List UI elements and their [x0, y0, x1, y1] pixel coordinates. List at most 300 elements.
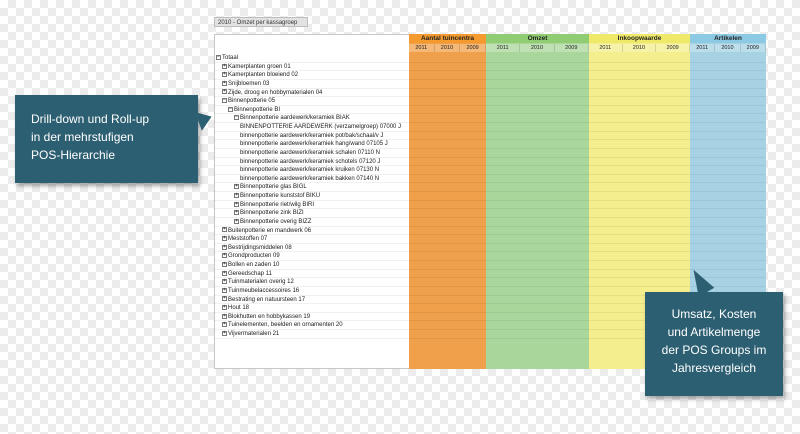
value-cell[interactable] [409, 149, 435, 158]
value-cell[interactable] [740, 114, 765, 123]
value-cell[interactable] [486, 132, 520, 141]
value-cell[interactable] [520, 330, 554, 339]
value-cell[interactable] [486, 192, 520, 201]
value-cell[interactable] [486, 97, 520, 106]
value-cell[interactable] [554, 97, 588, 106]
value-cell[interactable] [486, 235, 520, 244]
value-cell[interactable] [409, 158, 435, 167]
expand-icon[interactable]: + [235, 183, 238, 190]
value-cell[interactable] [486, 252, 520, 261]
value-cell[interactable] [435, 140, 461, 149]
value-cell[interactable] [656, 175, 690, 184]
value-cell[interactable] [486, 201, 520, 210]
value-cell[interactable] [520, 114, 554, 123]
value-cell[interactable] [622, 158, 656, 167]
table-row[interactable] [214, 166, 766, 175]
expand-icon[interactable]: + [223, 295, 226, 302]
year-header[interactable]: 2009 [460, 44, 486, 52]
value-cell[interactable] [520, 80, 554, 89]
value-cell[interactable] [589, 97, 623, 106]
value-cell[interactable] [656, 261, 690, 270]
year-header[interactable]: 2009 [741, 44, 766, 52]
value-cell[interactable] [460, 63, 486, 72]
value-cell[interactable] [689, 218, 714, 227]
value-cell[interactable] [589, 175, 623, 184]
value-cell[interactable] [622, 80, 656, 89]
value-cell[interactable] [435, 166, 461, 175]
value-cell[interactable] [435, 63, 461, 72]
value-cell[interactable] [409, 235, 435, 244]
value-cell[interactable] [740, 71, 765, 80]
value-cell[interactable] [435, 183, 461, 192]
value-cell[interactable] [435, 227, 461, 236]
value-cell[interactable] [689, 132, 714, 141]
expand-icon[interactable]: + [223, 321, 226, 328]
value-cell[interactable] [520, 235, 554, 244]
value-cell[interactable] [435, 244, 461, 253]
table-row[interactable] [214, 278, 766, 287]
report-title-tab[interactable]: 2010 - Omzet per kassagroep [214, 17, 308, 27]
value-cell[interactable] [740, 149, 765, 158]
value-cell[interactable] [715, 97, 740, 106]
value-cell[interactable] [486, 244, 520, 253]
value-cell[interactable] [715, 175, 740, 184]
value-cell[interactable] [589, 149, 623, 158]
value-cell[interactable] [656, 54, 690, 63]
value-cell[interactable] [589, 140, 623, 149]
value-cell[interactable] [486, 123, 520, 132]
value-cell[interactable] [435, 97, 461, 106]
value-cell[interactable] [689, 158, 714, 167]
value-cell[interactable] [520, 209, 554, 218]
value-cell[interactable] [656, 209, 690, 218]
value-cell[interactable] [435, 304, 461, 313]
table-row[interactable] [214, 227, 766, 236]
value-cell[interactable] [656, 166, 690, 175]
value-cell[interactable] [656, 114, 690, 123]
value-cell[interactable] [486, 71, 520, 80]
value-cell[interactable] [656, 158, 690, 167]
value-cell[interactable] [740, 192, 765, 201]
value-cell[interactable] [656, 106, 690, 115]
value-cell[interactable] [520, 158, 554, 167]
table-row[interactable] [214, 123, 766, 132]
value-cell[interactable] [622, 54, 656, 63]
value-cell[interactable] [689, 80, 714, 89]
value-cell[interactable] [622, 140, 656, 149]
expand-icon[interactable]: + [223, 88, 226, 95]
value-cell[interactable] [409, 313, 435, 322]
collapse-icon[interactable]: − [223, 97, 226, 104]
value-cell[interactable] [486, 106, 520, 115]
value-cell[interactable] [460, 287, 486, 296]
value-cell[interactable] [689, 244, 714, 253]
value-cell[interactable] [460, 132, 486, 141]
value-cell[interactable] [435, 321, 461, 330]
value-cell[interactable] [622, 278, 656, 287]
table-row[interactable] [214, 114, 766, 123]
value-cell[interactable] [622, 114, 656, 123]
value-cell[interactable] [589, 80, 623, 89]
value-cell[interactable] [740, 183, 765, 192]
value-cell[interactable] [554, 63, 588, 72]
value-cell[interactable] [554, 201, 588, 210]
value-cell[interactable] [554, 218, 588, 227]
year-header[interactable]: 2011 [589, 44, 623, 52]
value-cell[interactable] [554, 270, 588, 279]
year-header[interactable]: 2010 [623, 44, 657, 52]
value-cell[interactable] [622, 270, 656, 279]
expand-icon[interactable]: + [235, 209, 238, 216]
value-cell[interactable] [435, 201, 461, 210]
value-cell[interactable] [460, 140, 486, 149]
value-cell[interactable] [740, 123, 765, 132]
value-cell[interactable] [689, 166, 714, 175]
value-cell[interactable] [520, 71, 554, 80]
value-cell[interactable] [520, 296, 554, 305]
value-cell[interactable] [740, 80, 765, 89]
value-cell[interactable] [409, 183, 435, 192]
value-cell[interactable] [656, 132, 690, 141]
value-cell[interactable] [715, 278, 740, 287]
value-cell[interactable] [715, 166, 740, 175]
value-cell[interactable] [554, 252, 588, 261]
value-cell[interactable] [622, 71, 656, 80]
value-cell[interactable] [460, 278, 486, 287]
table-row[interactable] [214, 97, 766, 106]
value-cell[interactable] [740, 175, 765, 184]
expand-icon[interactable]: + [223, 235, 226, 242]
expand-icon[interactable]: + [223, 304, 226, 311]
expand-icon[interactable]: + [223, 269, 226, 276]
value-cell[interactable] [435, 296, 461, 305]
value-cell[interactable] [715, 270, 740, 279]
value-cell[interactable] [486, 304, 520, 313]
value-cell[interactable] [589, 261, 623, 270]
value-cell[interactable] [740, 140, 765, 149]
value-cell[interactable] [689, 192, 714, 201]
year-header[interactable]: 2011 [409, 44, 435, 52]
value-cell[interactable] [622, 132, 656, 141]
value-cell[interactable] [740, 261, 765, 270]
value-cell[interactable] [435, 71, 461, 80]
value-cell[interactable] [715, 123, 740, 132]
value-cell[interactable] [520, 321, 554, 330]
value-cell[interactable] [554, 175, 588, 184]
value-cell[interactable] [689, 149, 714, 158]
value-cell[interactable] [460, 313, 486, 322]
value-cell[interactable] [656, 63, 690, 72]
value-cell[interactable] [689, 114, 714, 123]
value-cell[interactable] [740, 201, 765, 210]
value-cell[interactable] [589, 192, 623, 201]
header-inkoopwaarde[interactable]: Inkoopwaarde [589, 34, 690, 43]
value-cell[interactable] [409, 106, 435, 115]
value-cell[interactable] [520, 63, 554, 72]
value-cell[interactable] [740, 244, 765, 253]
value-cell[interactable] [520, 304, 554, 313]
value-cell[interactable] [409, 218, 435, 227]
value-cell[interactable] [622, 183, 656, 192]
value-cell[interactable] [460, 166, 486, 175]
value-cell[interactable] [520, 123, 554, 132]
value-cell[interactable] [460, 201, 486, 210]
table-row[interactable] [214, 149, 766, 158]
value-cell[interactable] [589, 235, 623, 244]
value-cell[interactable] [715, 183, 740, 192]
value-cell[interactable] [520, 270, 554, 279]
expand-icon[interactable]: + [223, 286, 226, 293]
value-cell[interactable] [715, 114, 740, 123]
value-cell[interactable] [554, 192, 588, 201]
value-cell[interactable] [689, 63, 714, 72]
value-cell[interactable] [740, 252, 765, 261]
value-cell[interactable] [740, 235, 765, 244]
value-cell[interactable] [409, 330, 435, 339]
value-cell[interactable] [409, 123, 435, 132]
value-cell[interactable] [689, 54, 714, 63]
value-cell[interactable] [435, 218, 461, 227]
header-omzet[interactable]: Omzet [486, 34, 589, 43]
value-cell[interactable] [460, 89, 486, 98]
value-cell[interactable] [520, 140, 554, 149]
value-cell[interactable] [622, 218, 656, 227]
value-cell[interactable] [520, 54, 554, 63]
value-cell[interactable] [520, 149, 554, 158]
value-cell[interactable] [409, 97, 435, 106]
value-cell[interactable] [589, 63, 623, 72]
value-cell[interactable] [460, 252, 486, 261]
value-cell[interactable] [740, 54, 765, 63]
value-cell[interactable] [715, 149, 740, 158]
value-cell[interactable] [460, 296, 486, 305]
value-cell[interactable] [520, 313, 554, 322]
value-cell[interactable] [715, 140, 740, 149]
value-cell[interactable] [740, 132, 765, 141]
value-cell[interactable] [656, 140, 690, 149]
value-cell[interactable] [740, 89, 765, 98]
value-cell[interactable] [715, 235, 740, 244]
value-cell[interactable] [689, 89, 714, 98]
value-cell[interactable] [409, 54, 435, 63]
value-cell[interactable] [409, 252, 435, 261]
value-cell[interactable] [715, 106, 740, 115]
value-cell[interactable] [520, 287, 554, 296]
value-cell[interactable] [622, 235, 656, 244]
table-row[interactable] [214, 235, 766, 244]
value-cell[interactable] [622, 63, 656, 72]
value-cell[interactable] [409, 175, 435, 184]
value-cell[interactable] [589, 270, 623, 279]
value-cell[interactable] [589, 166, 623, 175]
value-cell[interactable] [460, 321, 486, 330]
value-cell[interactable] [740, 166, 765, 175]
value-cell[interactable] [435, 330, 461, 339]
value-cell[interactable] [689, 209, 714, 218]
value-cell[interactable] [715, 201, 740, 210]
value-cell[interactable] [435, 235, 461, 244]
expand-icon[interactable]: + [223, 226, 226, 233]
value-cell[interactable] [589, 201, 623, 210]
value-cell[interactable] [689, 123, 714, 132]
value-cell[interactable] [554, 89, 588, 98]
value-cell[interactable] [520, 244, 554, 253]
value-cell[interactable] [589, 71, 623, 80]
value-cell[interactable] [622, 175, 656, 184]
table-row[interactable] [214, 106, 766, 115]
collapse-icon[interactable]: − [217, 54, 220, 60]
value-cell[interactable] [689, 175, 714, 184]
value-cell[interactable] [622, 149, 656, 158]
value-cell[interactable] [622, 166, 656, 175]
year-header[interactable]: 2009 [555, 44, 589, 52]
value-cell[interactable] [689, 97, 714, 106]
value-cell[interactable] [486, 114, 520, 123]
table-row[interactable] [214, 71, 766, 80]
table-row[interactable] [214, 175, 766, 184]
value-cell[interactable] [715, 71, 740, 80]
expand-icon[interactable]: + [223, 278, 226, 285]
value-cell[interactable] [520, 278, 554, 287]
value-cell[interactable] [520, 175, 554, 184]
value-cell[interactable] [435, 278, 461, 287]
value-cell[interactable] [589, 218, 623, 227]
value-cell[interactable] [554, 183, 588, 192]
value-cell[interactable] [689, 106, 714, 115]
value-cell[interactable] [740, 227, 765, 236]
value-cell[interactable] [622, 209, 656, 218]
value-cell[interactable] [689, 140, 714, 149]
value-cell[interactable] [435, 80, 461, 89]
value-cell[interactable] [589, 321, 623, 330]
value-cell[interactable] [656, 218, 690, 227]
value-cell[interactable] [656, 97, 690, 106]
value-cell[interactable] [715, 261, 740, 270]
value-cell[interactable] [460, 227, 486, 236]
value-cell[interactable] [656, 278, 690, 287]
value-cell[interactable] [486, 140, 520, 149]
value-cell[interactable] [656, 89, 690, 98]
value-cell[interactable] [622, 227, 656, 236]
value-cell[interactable] [656, 270, 690, 279]
value-cell[interactable] [740, 278, 765, 287]
table-row[interactable] [214, 244, 766, 253]
table-row[interactable] [214, 63, 766, 72]
value-cell[interactable] [554, 140, 588, 149]
table-row[interactable] [214, 140, 766, 149]
value-cell[interactable] [715, 244, 740, 253]
value-cell[interactable] [689, 201, 714, 210]
value-cell[interactable] [486, 183, 520, 192]
value-cell[interactable] [435, 114, 461, 123]
value-cell[interactable] [409, 114, 435, 123]
year-header[interactable]: 2011 [690, 44, 715, 52]
table-row[interactable] [214, 201, 766, 210]
value-cell[interactable] [740, 158, 765, 167]
value-cell[interactable] [409, 321, 435, 330]
value-cell[interactable] [520, 218, 554, 227]
value-cell[interactable] [435, 89, 461, 98]
value-cell[interactable] [409, 278, 435, 287]
value-cell[interactable] [589, 330, 623, 339]
value-cell[interactable] [622, 244, 656, 253]
value-cell[interactable] [486, 330, 520, 339]
value-cell[interactable] [554, 114, 588, 123]
collapse-icon[interactable]: − [235, 114, 238, 121]
table-row[interactable] [214, 261, 766, 270]
value-cell[interactable] [740, 270, 765, 279]
value-cell[interactable] [554, 330, 588, 339]
value-cell[interactable] [486, 278, 520, 287]
value-cell[interactable] [589, 287, 623, 296]
value-cell[interactable] [409, 192, 435, 201]
value-cell[interactable] [409, 287, 435, 296]
value-cell[interactable] [435, 123, 461, 132]
value-cell[interactable] [589, 123, 623, 132]
value-cell[interactable] [435, 252, 461, 261]
value-cell[interactable] [435, 209, 461, 218]
table-row[interactable] [214, 54, 766, 63]
value-cell[interactable] [486, 209, 520, 218]
value-cell[interactable] [486, 296, 520, 305]
value-cell[interactable] [486, 287, 520, 296]
value-cell[interactable] [554, 158, 588, 167]
expand-icon[interactable]: + [223, 62, 226, 69]
value-cell[interactable] [740, 218, 765, 227]
value-cell[interactable] [486, 321, 520, 330]
value-cell[interactable] [460, 235, 486, 244]
year-header[interactable]: 2011 [486, 44, 520, 52]
value-cell[interactable] [622, 106, 656, 115]
value-cell[interactable] [520, 227, 554, 236]
value-cell[interactable] [554, 166, 588, 175]
expand-icon[interactable]: + [223, 261, 226, 267]
value-cell[interactable] [520, 201, 554, 210]
value-cell[interactable] [589, 252, 623, 261]
value-cell[interactable] [589, 158, 623, 167]
value-cell[interactable] [715, 63, 740, 72]
value-cell[interactable] [409, 261, 435, 270]
value-cell[interactable] [715, 158, 740, 167]
value-cell[interactable] [520, 192, 554, 201]
value-cell[interactable] [520, 252, 554, 261]
value-cell[interactable] [589, 106, 623, 115]
value-cell[interactable] [715, 227, 740, 236]
value-cell[interactable] [460, 218, 486, 227]
value-cell[interactable] [435, 106, 461, 115]
expand-icon[interactable]: + [223, 71, 226, 78]
value-cell[interactable] [656, 71, 690, 80]
value-cell[interactable] [460, 261, 486, 270]
value-cell[interactable] [435, 158, 461, 167]
value-cell[interactable] [656, 252, 690, 261]
value-cell[interactable] [715, 80, 740, 89]
value-cell[interactable] [435, 175, 461, 184]
table-row[interactable] [214, 209, 766, 218]
value-cell[interactable] [486, 270, 520, 279]
value-cell[interactable] [486, 166, 520, 175]
value-cell[interactable] [554, 278, 588, 287]
value-cell[interactable] [520, 183, 554, 192]
value-cell[interactable] [554, 71, 588, 80]
table-row[interactable] [214, 183, 766, 192]
value-cell[interactable] [460, 158, 486, 167]
value-cell[interactable] [460, 209, 486, 218]
value-cell[interactable] [435, 149, 461, 158]
value-cell[interactable] [554, 123, 588, 132]
value-cell[interactable] [460, 270, 486, 279]
value-cell[interactable] [486, 63, 520, 72]
